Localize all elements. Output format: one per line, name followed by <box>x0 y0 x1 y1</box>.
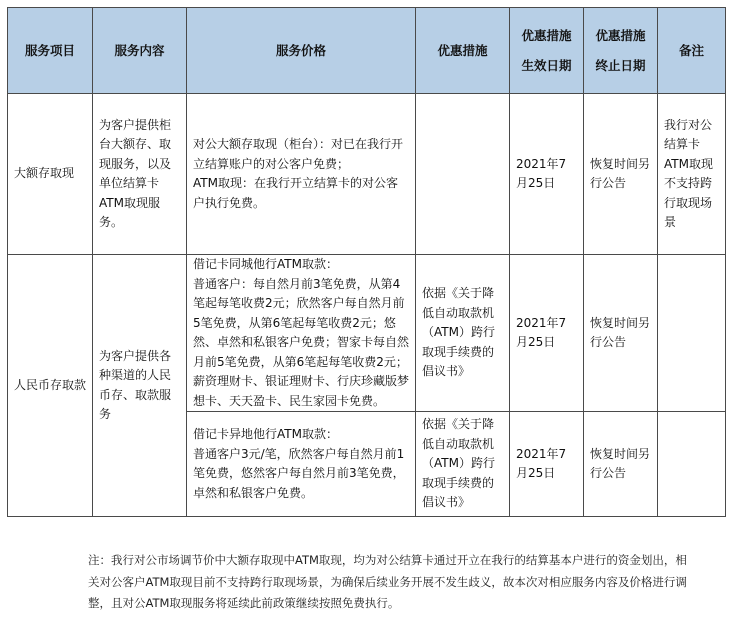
row3-remark <box>658 412 726 517</box>
header-content: 服务内容 <box>93 8 187 94</box>
row2-remark <box>658 255 726 412</box>
row2-item: 人民币存取款 <box>8 255 93 517</box>
row2-price: 借记卡同城他行ATM取款： 普通客户：每自然月前3笔免费，从第4笔起每笔收费2元；欣然客户每自然月前5笔免费，从第6笔起每笔收费2元；悠然、卓然和私银客户免费；智家卡每自然月前5笔免费，从第6笔起每笔收费2元；薪资理财卡、银证理财卡、行庆珍藏版梦想卡、天天盈卡、民生家园卡免费。 <box>187 255 416 412</box>
row3-discount: 依据《关于降低自动取款机（ATM）跨行取现手续费的倡议书》 <box>416 412 510 517</box>
table-row <box>8 255 726 412</box>
row2-discount: 依据《关于降低自动取款机（ATM）跨行取现手续费的倡议书》 <box>416 255 510 412</box>
header-price: 服务价格 <box>187 8 416 94</box>
row1-price: 对公大额存取现（柜台）：对已在我行开立结算账户的对公客户免费； ATM取现：在我行开立结算卡的对公客户执行免费。 <box>187 94 416 255</box>
row2-end-date: 恢复时间另行公告 <box>584 255 658 412</box>
row3-end-date: 恢复时间另行公告 <box>584 412 658 517</box>
header-end-date <box>584 8 658 94</box>
row1-discount <box>416 94 510 255</box>
footnote: 注：我行对公市场调节价中大额存取现中ATM取现，均为对公结算卡通过开立在我行的结算基本户进行的资金划出，相关对公客户ATM取现目前不支持跨行取现场景，为确保后续业务开展不发生歧义，故本次对相应服务内容及价格进行调整，且对公ATM取现服务将延续此前政策继续按照免费执行。 <box>88 553 687 610</box>
row1-start-date: 2021年7月25日 <box>510 94 584 255</box>
header-row <box>8 8 726 94</box>
row2-content: 为客户提供各种渠道的人民币存、取款服务 <box>93 255 187 517</box>
row1-end-date: 恢复时间另行公告 <box>584 94 658 255</box>
header-start-date <box>510 8 584 94</box>
header-discount: 优惠措施 <box>416 8 510 94</box>
row1-remark: 我行对公结算卡ATM取现不支持跨行取现场景 <box>658 94 726 255</box>
header-start-line2: 生效日期 <box>521 57 572 73</box>
row1-content: 为客户提供柜台大额存、取现服务，以及单位结算卡ATM取现服务。 <box>93 94 187 255</box>
row2-start-date: 2021年7月25日 <box>510 255 584 412</box>
row3-start-date: 2021年7月25日 <box>510 412 584 517</box>
header-remark: 备注 <box>658 8 726 94</box>
header-start-line1: 优惠措施 <box>521 27 572 43</box>
header-end-line1: 优惠措施 <box>595 27 646 43</box>
header-item: 服务项目 <box>8 8 93 94</box>
fee-table <box>7 7 726 517</box>
row1-item: 大额存取现 <box>8 94 93 255</box>
table-row <box>8 94 726 255</box>
header-end-line2: 终止日期 <box>595 57 646 73</box>
row3-price: 借记卡异地他行ATM取款： 普通客户3元/笔，欣然客户每自然月前1笔免费，悠然客户每自然月前3笔免费，卓然和私银客户免费。 <box>187 412 416 517</box>
